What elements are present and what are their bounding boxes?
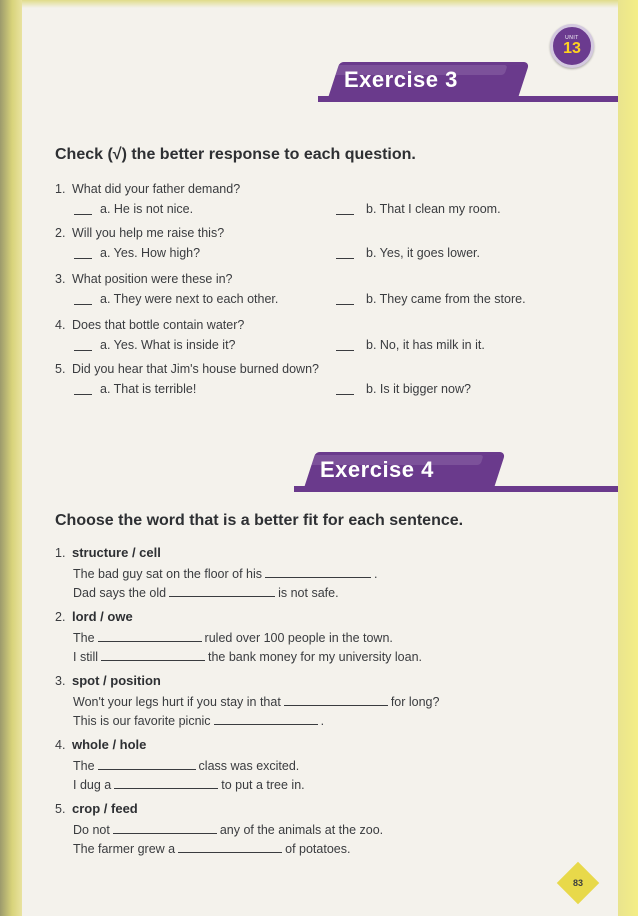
answer-checkbox-b[interactable]	[336, 202, 354, 215]
sentence	[73, 776, 305, 792]
sentence-part: Won't your legs hurt if you stay in that	[73, 695, 281, 709]
question-text: Did you hear that Jim's house burned down?	[72, 362, 319, 376]
question-number: 2.	[55, 226, 66, 240]
option-b: b. Yes, it goes lower.	[366, 246, 480, 260]
item-number: 4.	[55, 738, 66, 752]
answer-checkbox-a[interactable]	[74, 246, 92, 259]
sentence-part: of potatoes.	[285, 842, 351, 856]
question-text: What did your father demand?	[72, 182, 241, 196]
answer-checkbox-b[interactable]	[336, 338, 354, 351]
sentence-part: to put a tree in.	[221, 778, 305, 792]
exercise-3-title: Exercise 3	[344, 67, 458, 92]
fill-blank[interactable]	[113, 821, 217, 834]
sentence	[73, 629, 393, 645]
word-choice-pair: crop / feed	[72, 801, 138, 816]
item-number: 2.	[55, 610, 66, 624]
exercise-3-instruction: Check (√) the better response to each question.	[55, 146, 416, 163]
sentence-part: The	[73, 631, 95, 645]
word-choice-pair: whole / hole	[72, 737, 147, 752]
fill-blank[interactable]	[114, 776, 218, 789]
item-number: 5.	[55, 802, 66, 816]
sentence-part: class was excited.	[198, 759, 300, 773]
sentence-part: The farmer grew a	[73, 842, 176, 856]
exercise-4-banner	[294, 452, 618, 496]
question-number: 5.	[55, 362, 66, 376]
exercise-4-title: Exercise 4	[320, 457, 434, 482]
sentence	[73, 712, 324, 728]
sentence-part: The	[73, 759, 95, 773]
option-b: b. No, it has milk in it.	[366, 338, 485, 352]
fill-blank[interactable]	[101, 648, 205, 661]
answer-checkbox-a[interactable]	[74, 338, 92, 351]
answer-checkbox-b[interactable]	[336, 382, 354, 395]
fill-blank[interactable]	[98, 629, 202, 642]
question-text: What position were these in?	[72, 272, 233, 286]
sentence-part: for long?	[390, 695, 440, 709]
sentence	[73, 757, 299, 773]
unit-label: UNIT	[565, 35, 579, 41]
answer-checkbox-b[interactable]	[336, 292, 354, 305]
page-edge-strip	[618, 0, 638, 916]
question-number: 3.	[55, 272, 66, 286]
page-number: 83	[572, 877, 584, 888]
fill-blank[interactable]	[169, 584, 275, 597]
unit-number: 13	[563, 40, 581, 57]
option-a: a. Yes. How high?	[100, 246, 201, 260]
question-text: Will you help me raise this?	[72, 226, 225, 240]
sentence-part: Dad says the old	[73, 586, 167, 600]
sentence-part: .	[320, 714, 325, 728]
sentence	[73, 648, 422, 664]
option-b: b. They came from the store.	[366, 292, 526, 306]
sentence	[73, 565, 378, 581]
answer-checkbox-a[interactable]	[74, 292, 92, 305]
fill-blank[interactable]	[214, 712, 318, 725]
option-a: a. That is terrible!	[100, 382, 197, 396]
question-number: 1.	[55, 182, 66, 196]
sentence-part: I dug a	[73, 778, 112, 792]
fill-blank[interactable]	[98, 757, 196, 770]
sentence-part: Do not	[73, 823, 110, 837]
answer-checkbox-a[interactable]	[74, 202, 92, 215]
fill-blank[interactable]	[265, 565, 371, 578]
option-a: a. He is not nice.	[100, 202, 194, 216]
word-choice-pair: structure / cell	[72, 545, 161, 560]
word-choice-pair: spot / position	[72, 673, 161, 688]
sentence-part: .	[374, 567, 378, 581]
answer-checkbox-a[interactable]	[74, 382, 92, 395]
sentence-part: the bank money for my university loan.	[208, 650, 422, 664]
fill-blank[interactable]	[284, 693, 388, 706]
sentence-part: This is our favorite picnic	[73, 714, 211, 728]
option-a: a. Yes. What is inside it?	[100, 338, 236, 352]
option-a: a. They were next to each other.	[100, 292, 279, 306]
word-choice-pair: lord / owe	[72, 609, 133, 624]
book-binding	[0, 0, 22, 916]
sentence-part: ruled over 100 people in the town.	[204, 631, 393, 645]
sentence	[73, 840, 350, 856]
question-text: Does that bottle contain water?	[72, 318, 245, 332]
sentence-part: I still	[73, 650, 98, 664]
item-number: 1.	[55, 546, 66, 560]
fill-blank[interactable]	[178, 840, 282, 853]
sentence	[73, 584, 339, 600]
sentence	[73, 821, 383, 837]
sentence-part: The bad guy sat on the floor of his	[73, 567, 263, 581]
answer-checkbox-b[interactable]	[336, 246, 354, 259]
page-top-edge	[22, 0, 618, 8]
sentence-part: is not safe.	[278, 586, 339, 600]
sentence-part: any of the animals at the zoo.	[219, 823, 384, 837]
option-b: b. That I clean my room.	[366, 202, 501, 216]
sentence	[73, 693, 439, 709]
exercise-3-banner	[318, 62, 618, 106]
item-number: 3.	[55, 674, 66, 688]
option-b: b. Is it bigger now?	[366, 382, 471, 396]
exercise-4-instruction: Choose the word that is a better fit for each sentence.	[55, 512, 464, 529]
question-number: 4.	[55, 318, 66, 332]
